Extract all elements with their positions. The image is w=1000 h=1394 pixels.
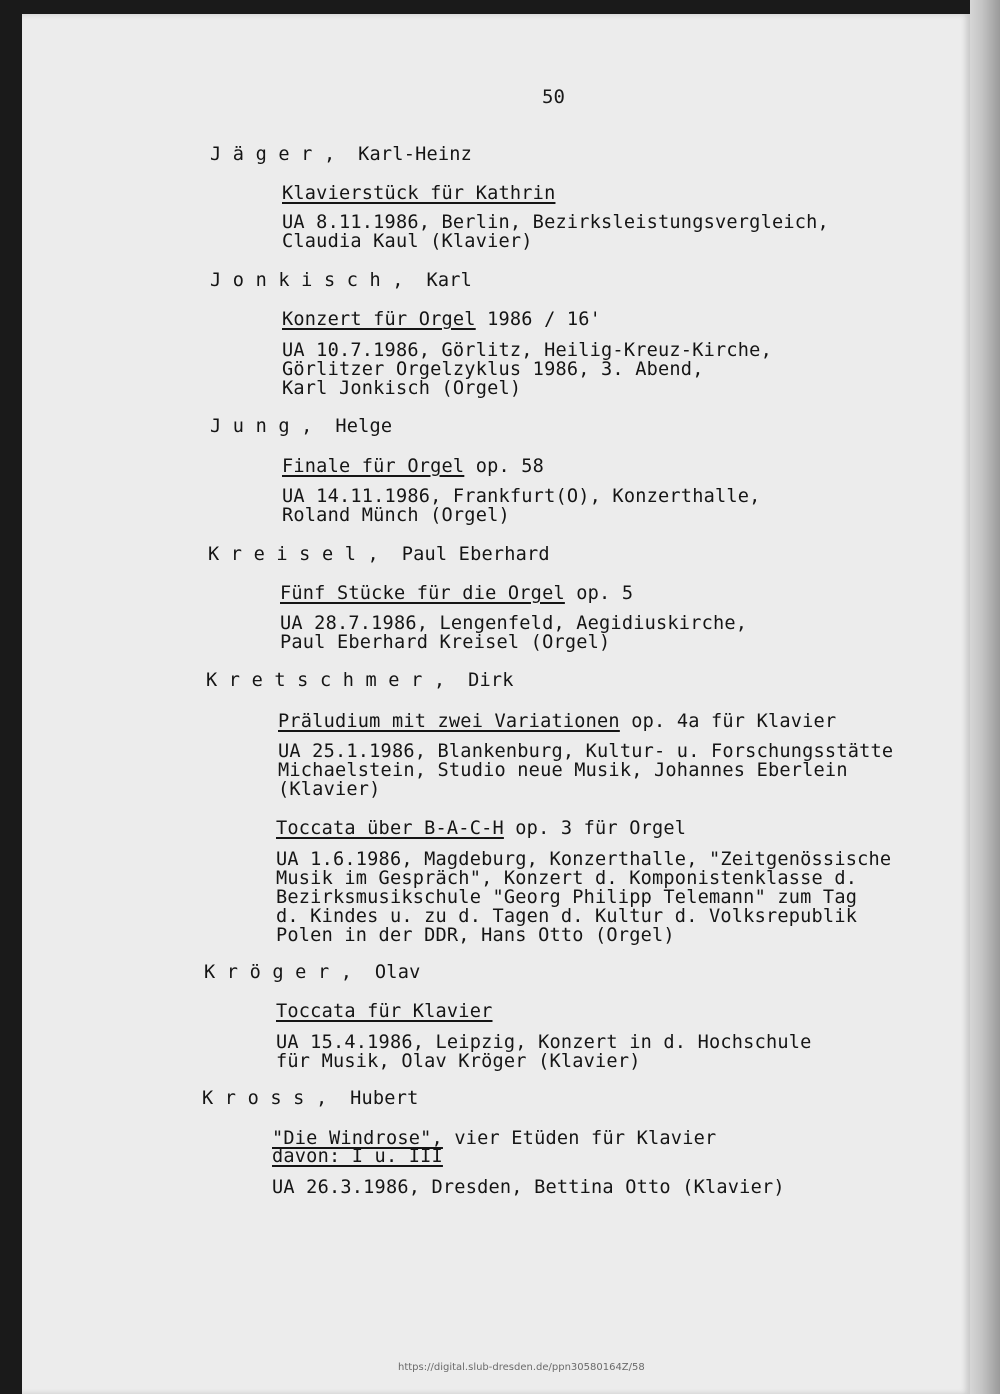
work-details: op. 58 [464, 456, 545, 477]
line-text: UA 8.11.1986, Berlin, Bezirksleistungsvergleich, [282, 212, 829, 233]
text-line [276, 1052, 641, 1071]
text-line [282, 184, 555, 203]
line-text: UA 1.6.1986, Magdeburg, Konzerthalle, "Zeitgenössische [276, 849, 892, 870]
text-line [276, 907, 857, 926]
line-text: J u n g , Helge [210, 416, 393, 437]
line-text: Claudia Kaul (Klavier) [282, 231, 533, 252]
line-text: UA 15.4.1986, Leipzig, Konzert in d. Hochschule [276, 1032, 812, 1053]
work-title: Fünf Stücke für die Orgel [280, 583, 565, 604]
text-line [210, 145, 472, 164]
text-line [282, 379, 521, 398]
text-line [282, 360, 704, 379]
line-text: Bezirksmusikschule "Georg Philipp Telemann" zum Tag [276, 887, 858, 908]
text-line [210, 271, 472, 290]
text-line [276, 1033, 812, 1052]
text-line [282, 487, 761, 506]
work-details: 1986 / 16' [475, 309, 602, 330]
text-line [210, 417, 392, 436]
text-line [282, 457, 544, 476]
work-title: Toccata über B-A-C-H [276, 818, 504, 839]
line-text: Roland Münch (Orgel) [282, 505, 510, 526]
text-line [202, 1089, 419, 1108]
text-line [276, 888, 857, 907]
text-line [278, 780, 381, 799]
line-text: K r o s s , Hubert [202, 1088, 419, 1109]
work-title: davon: I u. III [272, 1146, 443, 1167]
text-line [278, 712, 836, 731]
text-line [278, 761, 848, 780]
source-url: https://digital.slub-dresden.de/ppn30580164Z/58 [398, 1362, 645, 1373]
text-line [282, 341, 772, 360]
work-title: Toccata für Klavier [276, 1001, 493, 1022]
text-line [208, 545, 550, 564]
text-line [282, 232, 533, 251]
text-line [272, 1178, 785, 1197]
text-line [282, 310, 601, 329]
work-details: op. 4a für Klavier [619, 711, 837, 732]
text-line [280, 633, 610, 652]
text-line [276, 869, 857, 888]
text-line [276, 1002, 493, 1021]
line-text: K r ö g e r , Olav [204, 962, 421, 983]
work-title: Konzert für Orgel [282, 309, 476, 330]
work-details: op. 5 [564, 583, 634, 604]
line-text: UA 14.11.1986, Frankfurt(O), Konzerthalle, [282, 486, 761, 507]
text-line [282, 506, 510, 525]
text-line [276, 819, 686, 838]
line-text: Karl Jonkisch (Orgel) [282, 378, 522, 399]
text-line [280, 614, 747, 633]
line-text: UA 26.3.1986, Dresden, Bettina Otto (Klavier) [272, 1177, 785, 1198]
line-text: d. Kindes u. zu d. Tagen d. Kultur d. Volksrepublik [276, 906, 858, 927]
text-line [204, 963, 421, 982]
line-text: K r e t s c h m e r , Dirk [206, 670, 514, 691]
line-text: Musik im Gespräch", Konzert d. Komponistenklasse d. [276, 868, 858, 889]
line-text: UA 28.7.1986, Lengenfeld, Aegidiuskirche, [280, 613, 748, 634]
work-details: vier Etüden für Klavier [442, 1128, 717, 1149]
scan-edge [970, 0, 1000, 1394]
text-line [280, 584, 633, 603]
work-title: "Die Windrose", [272, 1128, 443, 1149]
work-title: Klavierstück für Kathrin [282, 183, 556, 204]
work-details: op. 3 für Orgel [503, 818, 687, 839]
text-line [272, 1147, 443, 1166]
text-line [206, 671, 514, 690]
text-line [276, 926, 675, 945]
line-text: UA 25.1.1986, Blankenburg, Kultur- u. Forschungsstätte [278, 741, 894, 762]
line-text: UA 10.7.1986, Görlitz, Heilig-Kreuz-Kirche, [282, 340, 772, 361]
line-text: (Klavier) [278, 779, 381, 800]
line-text: Paul Eberhard Kreisel (Orgel) [280, 632, 611, 653]
line-text: J ä g e r , Karl-Heinz [210, 144, 473, 165]
page-number: 50 [542, 86, 565, 108]
line-text: J o n k i s c h , Karl [210, 270, 473, 291]
text-line [282, 213, 829, 232]
line-text: K r e i s e l , Paul Eberhard [208, 544, 550, 565]
work-title: Präludium mit zwei Variationen [278, 711, 620, 732]
line-text: Görlitzer Orgelzyklus 1986, 3. Abend, [282, 359, 704, 380]
work-title: Finale für Orgel [282, 456, 465, 477]
text-line [278, 742, 893, 761]
line-text: Polen in der DDR, Hans Otto (Orgel) [276, 925, 675, 946]
line-text: Michaelstein, Studio neue Musik, Johannes Eberlein [278, 760, 848, 781]
line-text: für Musik, Olav Kröger (Klavier) [276, 1051, 641, 1072]
text-line [276, 850, 891, 869]
